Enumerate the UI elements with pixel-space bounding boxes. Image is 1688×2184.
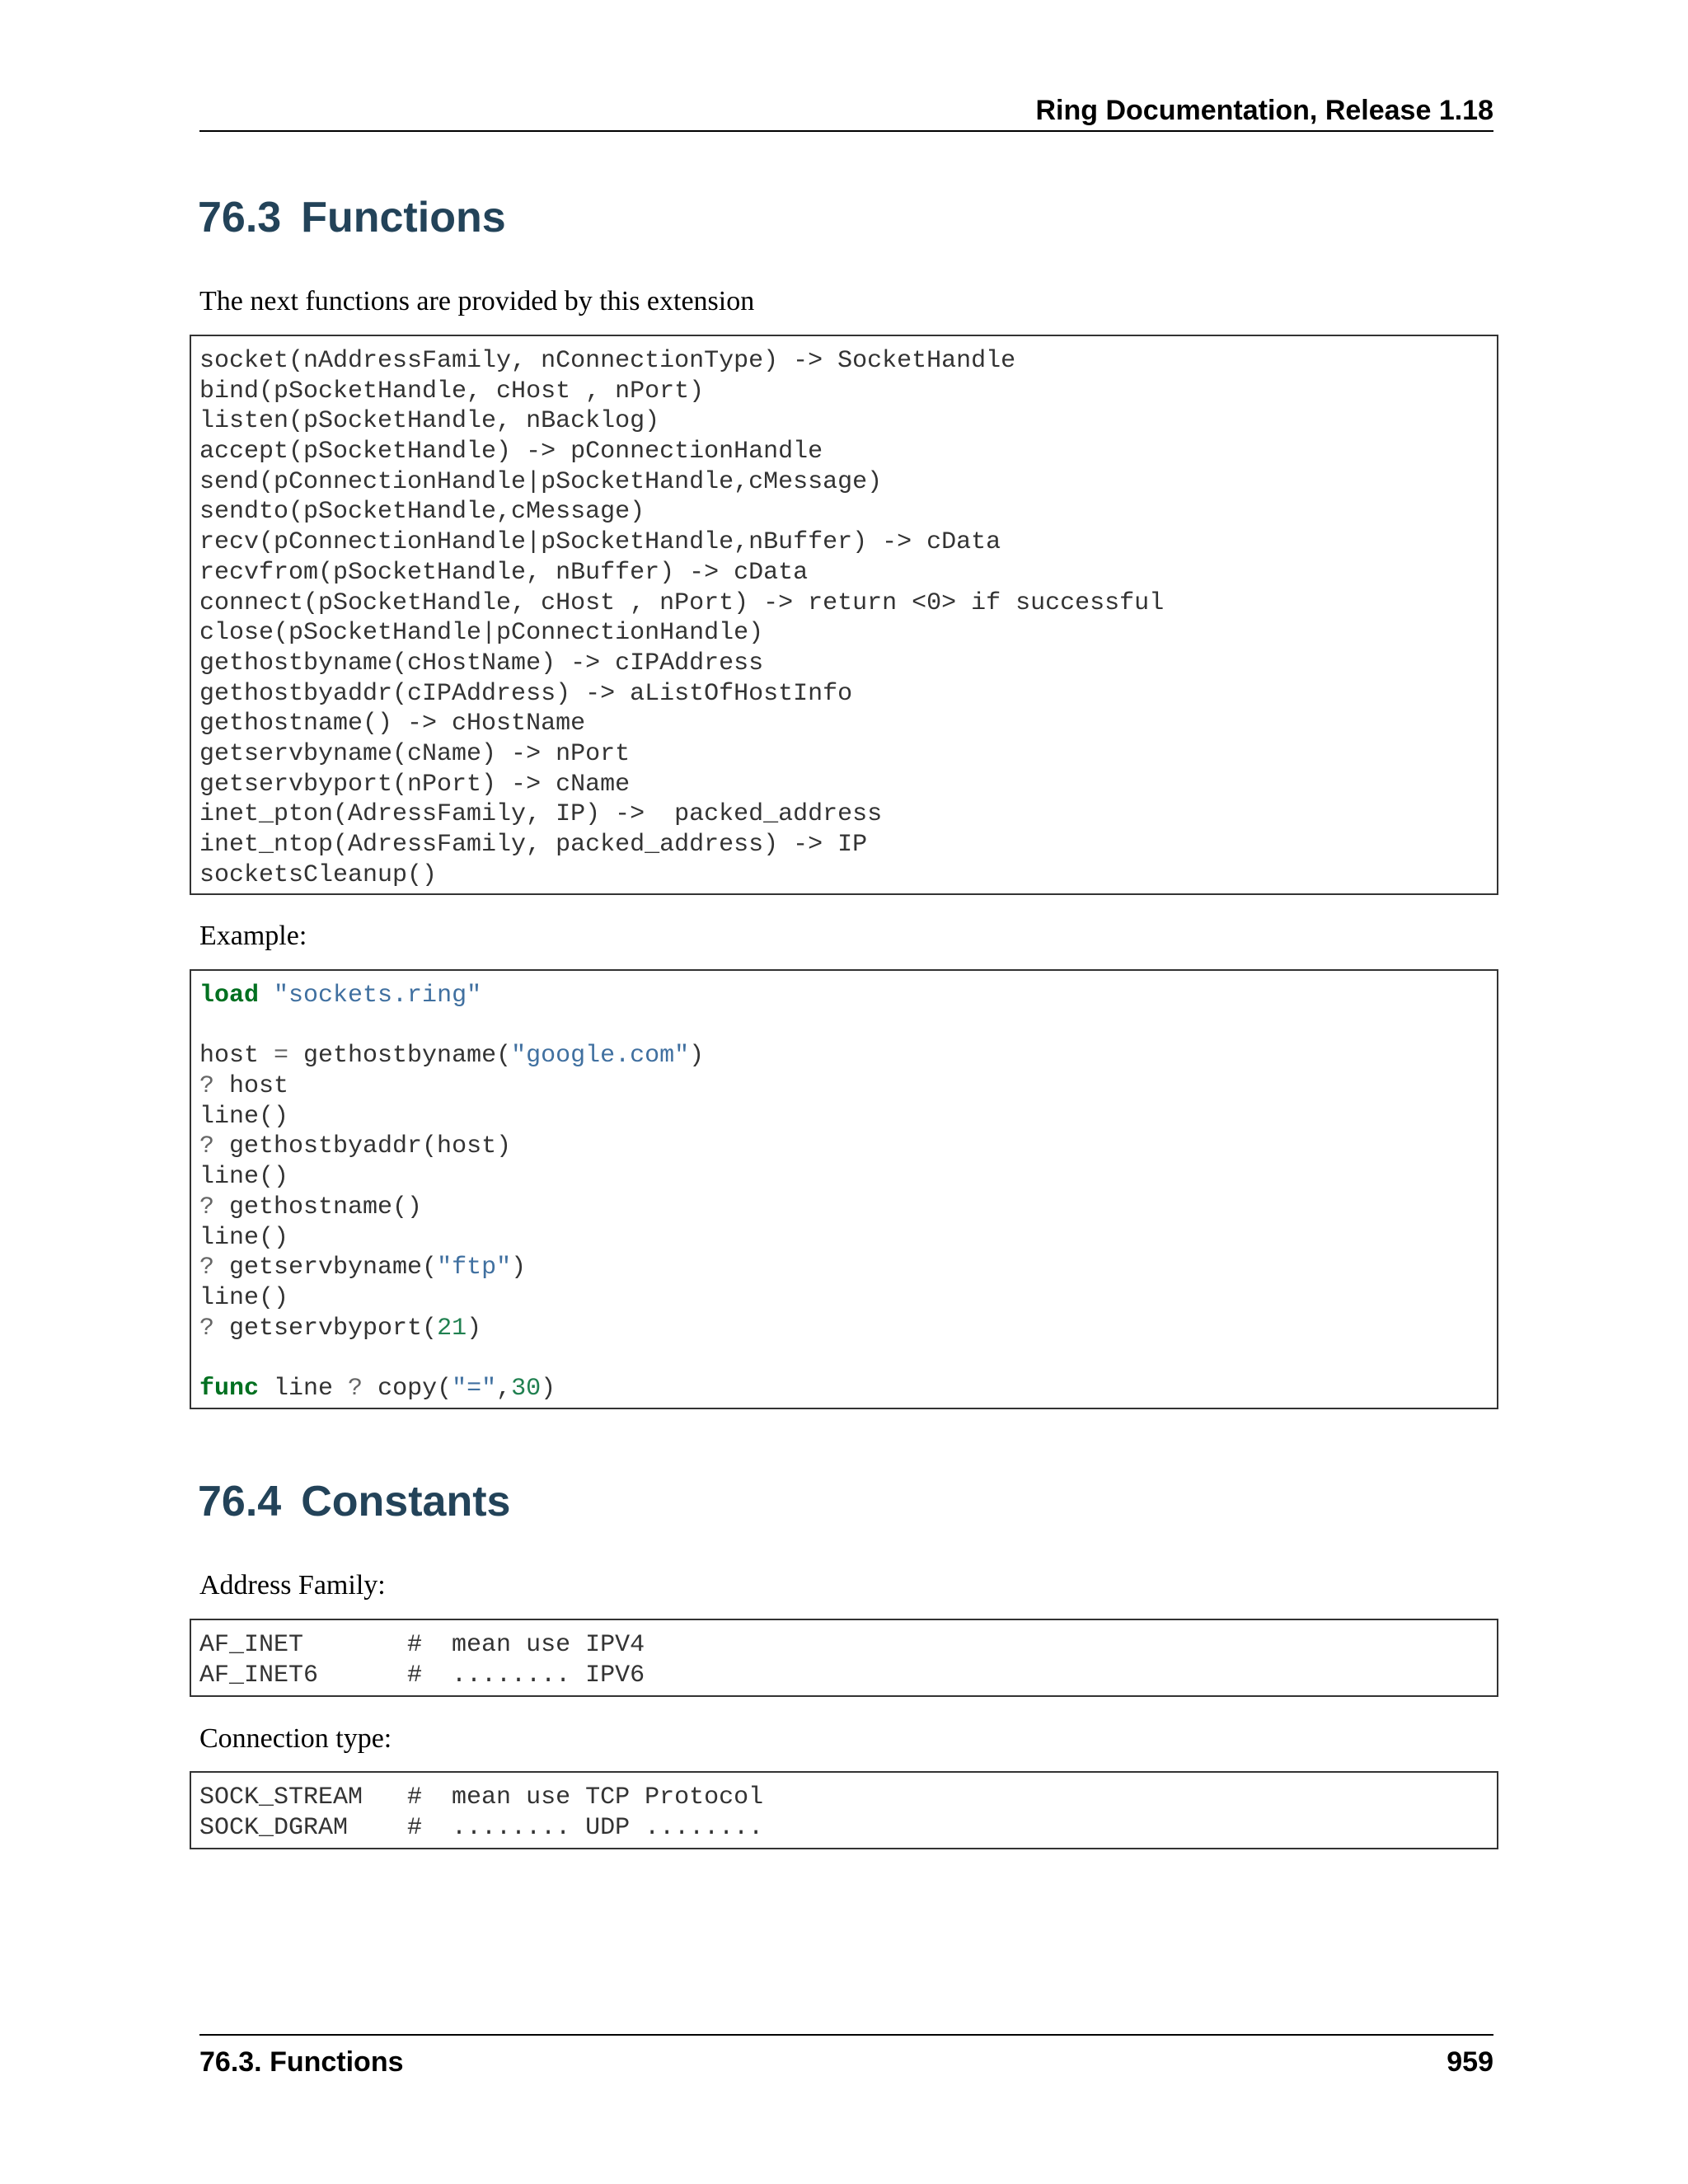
code-token: "google.com" — [511, 1042, 690, 1071]
running-header — [199, 91, 1493, 132]
code-token: ? — [199, 1254, 215, 1282]
section-number: 76.3 — [198, 194, 282, 241]
code-line: send(pConnectionHandle|pSocketHandle,cMessage) — [199, 467, 883, 496]
connection-type-label: Connection type: — [199, 1723, 392, 1754]
code-line — [199, 1283, 1489, 1314]
code-token: host — [214, 1072, 289, 1101]
code-line: getservbyname(cName) -> nPort — [199, 739, 631, 768]
code-token: gethostbyaddr(host) — [214, 1132, 512, 1161]
code-token: , — [496, 1374, 512, 1403]
code-line: listen(pSocketHandle, nBacklog) — [199, 407, 660, 436]
code-line: socket(nAddressFamily, nConnectionType) -> SocketHandle — [199, 347, 1016, 375]
code-token: line() — [199, 1163, 289, 1192]
code-line: gethostname() -> cHostName — [199, 710, 586, 738]
code-line — [199, 1193, 1489, 1223]
code-line: inet_ntop(AdressFamily, packed_address) -> IP — [199, 831, 868, 859]
code-line — [199, 1253, 1489, 1283]
section-title: Functions — [301, 194, 506, 241]
code-line: bind(pSocketHandle, cHost , nPort) — [199, 377, 705, 405]
code-line: recv(pConnectionHandle|pSocketHandle,nBuffer) -> cData — [199, 528, 1001, 557]
section-heading-constants — [198, 1477, 510, 1526]
code-line: close(pSocketHandle|pConnectionHandle) — [199, 619, 764, 648]
code-token: 21 — [437, 1314, 467, 1343]
code-token: line() — [199, 1283, 289, 1312]
example-label: Example: — [199, 921, 307, 951]
code-token: ) — [511, 1254, 527, 1282]
code-token: ) — [467, 1314, 482, 1343]
code-line — [199, 1102, 1489, 1132]
code-line: AF_INET # mean use IPV4 — [199, 1631, 645, 1659]
code-line: SOCK_DGRAM # ........ UDP ........ — [199, 1813, 764, 1842]
section-number: 76.4 — [198, 1478, 282, 1526]
code-line — [199, 1162, 1489, 1193]
code-token: getservbyport( — [214, 1314, 438, 1343]
code-token: "=" — [452, 1374, 497, 1403]
code-token: line — [259, 1374, 349, 1403]
code-line: gethostbyaddr(cIPAddress) -> aListOfHostInfo — [199, 679, 853, 708]
code-line — [199, 1343, 1489, 1374]
code-line: sendto(pSocketHandle,cMessage) — [199, 498, 645, 527]
running-footer — [199, 2034, 1493, 2082]
code-token: = — [274, 1042, 289, 1071]
section-heading-functions — [198, 193, 506, 242]
code-token: ) — [689, 1042, 705, 1071]
code-line — [199, 1011, 1489, 1042]
example-code-block — [190, 969, 1498, 1409]
page-number: 959 — [1447, 2046, 1493, 2078]
code-line: getservbyport(nPort) -> cName — [199, 770, 631, 799]
code-token: getservbyname( — [214, 1254, 438, 1282]
code-line: inet_pton(AdressFamily, IP) -> packed_address — [199, 800, 883, 829]
code-line — [199, 1223, 1489, 1254]
code-token: gethostname() — [214, 1193, 423, 1221]
code-line: SOCK_STREAM # mean use TCP Protocol — [199, 1783, 764, 1811]
code-token: ? — [199, 1314, 215, 1343]
function-signatures-code-block — [190, 335, 1498, 895]
section-title: Constants — [301, 1478, 511, 1526]
address-family-label: Address Family: — [199, 1570, 386, 1601]
footer-section: 76.3. Functions — [199, 2046, 404, 2078]
code-line: gethostbyname(cHostName) -> cIPAddress — [199, 649, 764, 677]
code-line — [199, 1071, 1489, 1102]
code-token: "sockets.ring" — [274, 982, 482, 1010]
code-token: copy( — [363, 1374, 452, 1403]
code-line: connect(pSocketHandle, cHost , nPort) -> return <0> if successful — [199, 588, 1165, 617]
code-token: load — [199, 982, 260, 1010]
code-token: ? — [199, 1132, 215, 1161]
code-token: gethostbyname( — [288, 1042, 512, 1071]
connection-type-code-block — [190, 1771, 1498, 1849]
code-token — [259, 982, 274, 1010]
functions-intro: The next functions are provided by this extension — [199, 286, 755, 316]
code-line: socketsCleanup() — [199, 860, 438, 889]
code-token: ? — [199, 1193, 215, 1221]
code-token: ? — [199, 1072, 215, 1101]
code-token: line() — [199, 1102, 289, 1131]
header-title: Ring Documentation, Release 1.18 — [1035, 95, 1493, 126]
code-line: accept(pSocketHandle) -> pConnectionHandle — [199, 438, 823, 466]
code-token: ? — [348, 1374, 363, 1403]
code-token: "ftp" — [437, 1254, 512, 1282]
code-token: func — [199, 1374, 260, 1403]
code-token: line() — [199, 1223, 289, 1252]
code-line — [199, 1314, 1489, 1344]
code-line — [199, 981, 1489, 1011]
code-line — [199, 1041, 1489, 1071]
code-line: AF_INET6 # ........ IPV6 — [199, 1661, 645, 1690]
code-token: host — [199, 1042, 274, 1071]
code-line: recvfrom(pSocketHandle, nBuffer) -> cData — [199, 558, 809, 587]
code-token: ) — [541, 1374, 556, 1403]
code-line — [199, 1132, 1489, 1162]
address-family-code-block — [190, 1619, 1498, 1697]
code-line — [199, 1374, 1489, 1404]
code-token: 30 — [511, 1374, 542, 1403]
